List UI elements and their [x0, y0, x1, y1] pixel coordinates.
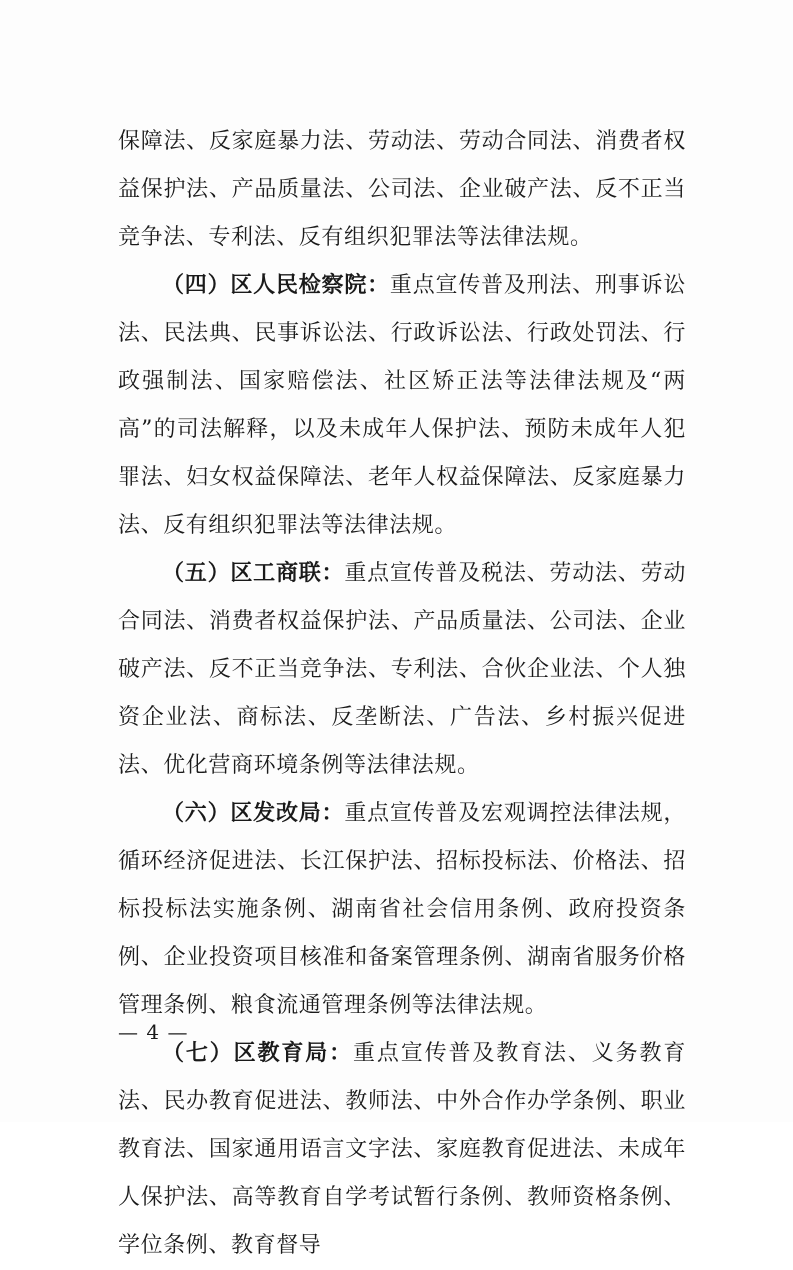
paragraph-body: 重点宣传普及税法、劳动法、劳动合同法、消费者权益保护法、产品质量法、公司法、企业破产法、反不正当竞争法、专利法、合伙企业法、个人独资企业法、商标法、反垄断法、广告法、乡村振兴促进法、优化营商环境条例等法律法规。: [118, 561, 686, 778]
paragraph-heading: （六）区发改局：: [162, 801, 345, 826]
document-body: [118, 118, 686, 1270]
paragraph-heading: （五）区工商联：: [162, 561, 345, 586]
paragraph-body: 重点宣传普及宏观调控法律法规，循环经济促进法、长江保护法、招标投标法、价格法、招标投标法实施条例、湖南省社会信用条例、政府投资条例、企业投资项目核准和备案管理条例、湖南省服务价格管理条例、粮食流通管理条例等法律法规。: [118, 801, 686, 1018]
paragraph-body: 重点宣传普及教育法、义务教育法、民办教育促进法、教师法、中外合作办学条例、职业教育法、国家通用语言文字法、家庭教育促进法、未成年人保护法、高等教育自学考试暂行条例、教师资格条例、学位条例、教育督导: [118, 1041, 686, 1258]
paragraph-heading: （七）区教育局：: [162, 1041, 354, 1066]
paragraph-education-bureau: [118, 1030, 686, 1270]
page-number: — 4 —: [118, 1020, 189, 1044]
paragraph-federation-of-commerce: [118, 550, 686, 790]
paragraph-continued: [118, 118, 686, 262]
paragraph-development-reform: [118, 790, 686, 1030]
paragraph-heading: （四）区人民检察院：: [162, 273, 390, 298]
paragraph-procuratorate: [118, 262, 686, 550]
paragraph-body: 保障法、反家庭暴力法、劳动法、劳动合同法、消费者权益保护法、产品质量法、公司法、企业破产法、反不正当竞争法、专利法、反有组织犯罪法等法律法规。: [118, 129, 686, 250]
paragraph-body: 重点宣传普及刑法、刑事诉讼法、民法典、民事诉讼法、行政诉讼法、行政处罚法、行政强制法、国家赔偿法、社区矫正法等法律法规及“两高”的司法解释，以及未成年人保护法、预防未成年人犯罪法、妇女权益保障法、老年人权益保障法、反家庭暴力法、反有组织犯罪法等法律法规。: [118, 273, 686, 538]
